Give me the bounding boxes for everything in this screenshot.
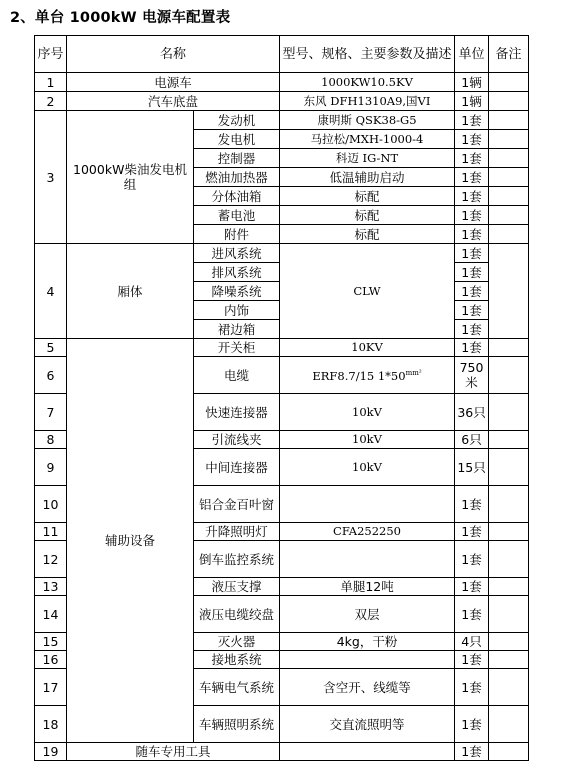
cell-unit: 1套 (455, 225, 489, 244)
cell-spec: 东风 DFH1310A9,国VI (280, 92, 455, 111)
cell-name: 接地系统 (194, 651, 280, 669)
cell-unit: 1套 (455, 541, 489, 578)
cell-seq: 18 (35, 706, 67, 743)
cell-note (489, 633, 529, 651)
header-seq: 序号 (35, 36, 67, 73)
cell-seq: 14 (35, 596, 67, 633)
cell-name: 附件 (194, 225, 280, 244)
cell-name: 升降照明灯 (194, 523, 280, 541)
cell-note (489, 449, 529, 486)
cell-name: 发动机 (194, 111, 280, 130)
cell-note (489, 596, 529, 633)
cell-name: 燃油加热器 (194, 168, 280, 187)
cell-name: 汽车底盘 (67, 92, 280, 111)
cell-note (489, 130, 529, 149)
cell-note (489, 244, 529, 339)
cable-spec-unit: mm² (405, 369, 422, 378)
cell-note (489, 149, 529, 168)
cell-seq: 6 (35, 357, 67, 394)
cell-name: 排风系统 (194, 263, 280, 282)
cell-unit: 1套 (455, 206, 489, 225)
cell-spec: 低温辅助启动 (280, 168, 455, 187)
cell-seq: 17 (35, 669, 67, 706)
cell-seq: 15 (35, 633, 67, 651)
cell-unit: 1套 (455, 187, 489, 206)
cell-name: 分体油箱 (194, 187, 280, 206)
cell-spec: 含空开、线缆等 (280, 669, 455, 706)
cell-unit: 1套 (455, 301, 489, 320)
cell-spec: 康明斯 QSK38-G5 (280, 111, 455, 130)
cell-seq: 5 (35, 339, 67, 357)
table-row (35, 244, 529, 263)
config-table (34, 35, 529, 761)
cell-unit: 1套 (455, 706, 489, 743)
cell-note (489, 111, 529, 130)
cell-seq: 1 (35, 73, 67, 92)
group-name-body: 厢体 (67, 244, 194, 339)
cell-note (489, 431, 529, 449)
table-row (35, 111, 529, 130)
cell-unit: 1套 (455, 168, 489, 187)
group-name-aux: 辅助设备 (67, 339, 194, 743)
cell-unit: 36只 (455, 394, 489, 431)
cell-spec: 1000KW10.5KV (280, 73, 455, 92)
cell-note (489, 578, 529, 596)
cell-unit: 1套 (455, 651, 489, 669)
cell-seq: 2 (35, 92, 67, 111)
cell-seq: 11 (35, 523, 67, 541)
header-spec: 型号、规格、主要参数及描述 (280, 36, 455, 73)
cell-unit: 1套 (455, 244, 489, 263)
cell-name: 倒车监控系统 (194, 541, 280, 578)
cell-unit: 1套 (455, 743, 489, 761)
cell-spec: 标配 (280, 187, 455, 206)
cell-note (489, 651, 529, 669)
cell-seq: 12 (35, 541, 67, 578)
cell-note (489, 73, 529, 92)
cell-seq: 7 (35, 394, 67, 431)
table-title: 2、单台 1000kW 电源车配置表 (10, 10, 231, 26)
cell-name: 发电机 (194, 130, 280, 149)
cell-name: 进风系统 (194, 244, 280, 263)
cell-spec: 4kg，干粉 (280, 633, 455, 651)
cell-note (489, 743, 529, 761)
table-row (35, 92, 529, 111)
cell-unit: 1套 (455, 130, 489, 149)
cell-spec (280, 486, 455, 523)
cell-spec: 单腿12吨 (280, 578, 455, 596)
cell-spec: 10KV (280, 339, 455, 357)
header-unit: 单位 (455, 36, 489, 73)
cell-spec (280, 541, 455, 578)
cell-name: 液压支撑 (194, 578, 280, 596)
cell-note (489, 357, 529, 394)
cell-note (489, 706, 529, 743)
cell-spec: 双层 (280, 596, 455, 633)
cell-spec: 科迈 IG-NT (280, 149, 455, 168)
cell-name: 液压电缆绞盘 (194, 596, 280, 633)
cell-name: 车辆照明系统 (194, 706, 280, 743)
cell-note (489, 486, 529, 523)
cell-spec (280, 743, 455, 761)
cell-unit: 750米 (455, 357, 489, 394)
cell-seq: 10 (35, 486, 67, 523)
cell-note (489, 92, 529, 111)
table-row (35, 339, 529, 357)
cell-note (489, 168, 529, 187)
table-row (35, 743, 529, 761)
cell-unit: 1套 (455, 282, 489, 301)
cell-note (489, 394, 529, 431)
cell-note (489, 669, 529, 706)
cable-spec-text: ERF8.7/15 1*50 (312, 368, 406, 383)
cell-name: 灭火器 (194, 633, 280, 651)
cell-name: 中间连接器 (194, 449, 280, 486)
cell-name: 快速连接器 (194, 394, 280, 431)
cell-spec (280, 651, 455, 669)
cell-unit: 1套 (455, 578, 489, 596)
table-row (35, 73, 529, 92)
cell-note (489, 523, 529, 541)
cell-name: 蓄电池 (194, 206, 280, 225)
cell-unit: 1套 (455, 339, 489, 357)
cell-name: 电源车 (67, 73, 280, 92)
cell-unit: 1辆 (455, 73, 489, 92)
cell-spec: 10kV (280, 431, 455, 449)
cell-spec: 10kV (280, 394, 455, 431)
cell-spec: 交直流照明等 (280, 706, 455, 743)
cell-spec: CLW (280, 244, 455, 339)
header-name: 名称 (67, 36, 280, 73)
cell-unit: 1套 (455, 596, 489, 633)
cell-unit: 1套 (455, 669, 489, 706)
cell-note (489, 187, 529, 206)
cell-spec: 标配 (280, 225, 455, 244)
cell-unit: 4只 (455, 633, 489, 651)
cell-name: 降噪系统 (194, 282, 280, 301)
cell-name: 随车专用工具 (67, 743, 280, 761)
cell-note (489, 339, 529, 357)
cell-seq: 13 (35, 578, 67, 596)
cell-spec: 马拉松/MXH-1000-4 (280, 130, 455, 149)
header-note: 备注 (489, 36, 529, 73)
cell-unit: 6只 (455, 431, 489, 449)
cell-note (489, 225, 529, 244)
cell-spec: 10kV (280, 449, 455, 486)
cell-spec: 标配 (280, 206, 455, 225)
cell-seq: 4 (35, 244, 67, 339)
group-name-genset: 1000kW柴油发电机组 (67, 111, 194, 244)
cell-unit: 1套 (455, 263, 489, 282)
cell-unit: 1套 (455, 523, 489, 541)
cell-seq: 9 (35, 449, 67, 486)
cell-name: 开关柜 (194, 339, 280, 357)
cell-unit: 1辆 (455, 92, 489, 111)
cell-name: 引流线夹 (194, 431, 280, 449)
cell-unit: 1套 (455, 111, 489, 130)
cell-seq: 3 (35, 111, 67, 244)
cell-unit: 1套 (455, 149, 489, 168)
cell-spec (280, 357, 455, 394)
cell-name: 铝合金百叶窗 (194, 486, 280, 523)
cell-note (489, 206, 529, 225)
cell-name: 车辆电气系统 (194, 669, 280, 706)
cell-seq: 8 (35, 431, 67, 449)
cell-seq: 19 (35, 743, 67, 761)
cell-unit: 15只 (455, 449, 489, 486)
cell-seq: 16 (35, 651, 67, 669)
cell-note (489, 541, 529, 578)
cell-unit: 1套 (455, 320, 489, 339)
cell-name: 内饰 (194, 301, 280, 320)
cell-name: 控制器 (194, 149, 280, 168)
cell-name: 裙边箱 (194, 320, 280, 339)
cell-spec: CFA252250 (280, 523, 455, 541)
cell-name: 电缆 (194, 357, 280, 394)
cell-unit: 1套 (455, 486, 489, 523)
